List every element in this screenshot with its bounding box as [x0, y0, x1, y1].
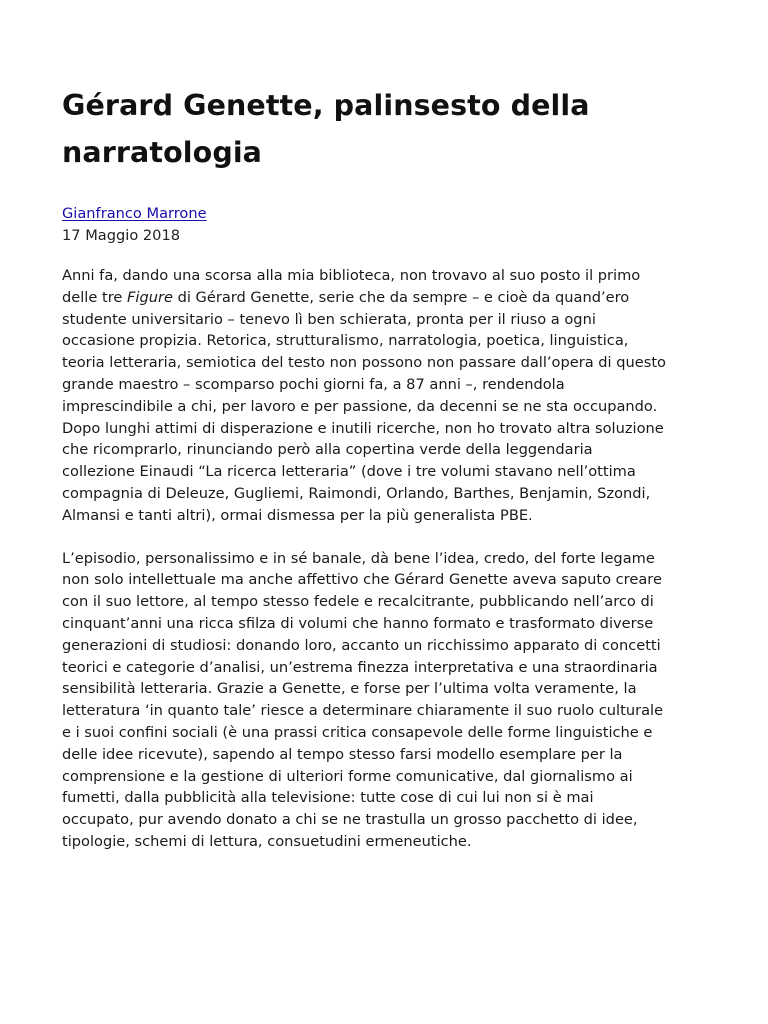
text-line: imprescindibile a chi, per lavoro e per passione, da decenni se ne sta occupando.: [62, 397, 658, 415]
text-line: cinquant’anni una ricca sfilza di volumi che hanno formato e trasformato diverse: [62, 614, 654, 632]
text-line: generazioni di studiosi: donando loro, accanto un ricchissimo apparato di concetti: [62, 636, 661, 654]
title-line: narratologia: [62, 136, 263, 169]
text-line: comprensione e la gestione di ulteriori forme comunicative, dal giornalismo ai: [62, 767, 633, 785]
paragraph-2: [62, 548, 728, 853]
text-line: teoria letteraria, semiotica del testo non possono non passare dall’opera di questo: [62, 354, 666, 372]
text-line: [62, 287, 728, 309]
text-line: compagnia di Deleuze, Gugliemi, Raimondi, Orlando, Barthes, Benjamin, Szondi,: [62, 484, 651, 502]
article-body: [62, 265, 728, 853]
text-line: studente universitario – tenevo lì ben schierata, pronta per il riuso a ogni: [62, 310, 596, 328]
title-line: Gérard Genette, palinsesto della: [62, 89, 590, 122]
publication-date: 17 Maggio 2018: [62, 227, 181, 244]
paragraph-1: [62, 265, 728, 527]
text-segment: di Gérard Genette, serie che da sempre – e cioè da quand’ero: [172, 288, 630, 306]
book-title-figure: Figure: [127, 288, 173, 306]
text-line: con il suo lettore, al tempo stesso fedele e recalcitrante, pubblicando nell’arco di: [62, 593, 654, 611]
text-line: collezione Einaudi “La ricerca letteraria” (dove i tre volumi stavano nell’ottima: [62, 463, 636, 481]
text-line: sensibilità letteraria. Grazie a Genette, e forse per l’ultima volta veramente, la: [62, 680, 637, 698]
text-line: teorici e categorie d’analisi, un’estrema finezza interpretativa e una straordinaria: [62, 658, 658, 676]
text-line: occasione propizia. Retorica, strutturalismo, narratologia, poetica, linguistica,: [62, 332, 629, 350]
author-link[interactable]: Gianfranco Marrone: [62, 205, 207, 222]
text-line: occupato, pur avendo donato a chi se ne trastulla un grosso pacchetto di idee,: [62, 811, 638, 829]
text-line: e i suoi confini sociali (è una prassi critica consapevole delle forme linguistiche e: [62, 723, 653, 741]
text-line: tipologie, schemi di lettura, consuetudini ermeneutiche.: [62, 832, 472, 850]
text-line: letteratura ‘in quanto tale’ riesce a determinare chiaramente il suo ruolo culturale: [62, 702, 664, 720]
text-line: L’episodio, personalissimo e in sé banale, dà bene l’idea, credo, del forte legame: [62, 549, 655, 567]
text-line: grande maestro – scomparso pochi giorni fa, a 87 anni –, rendendola: [62, 375, 565, 393]
article-title: [62, 82, 728, 176]
byline: [62, 203, 728, 247]
text-line: Anni fa, dando una scorsa alla mia biblioteca, non trovavo al suo posto il primo: [62, 267, 641, 284]
text-line: Almansi e tanti altri), ormai dismessa per la più generalista PBE.: [62, 506, 533, 524]
text-line: non solo intellettuale ma anche affettivo che Gérard Genette aveva saputo creare: [62, 571, 662, 589]
text-line: fumetti, dalla pubblicità alla televisione: tutte cose di cui lui non si è mai: [62, 789, 594, 807]
text-segment: delle tre: [62, 288, 127, 306]
text-line: che ricomprarlo, rinunciando però alla copertina verde della leggendaria: [62, 441, 593, 459]
text-line: Dopo lunghi attimi di disperazione e inutili ricerche, non ho trovato altra soluzione: [62, 419, 664, 437]
text-line: delle idee ricevute), sapendo al tempo stesso farsi modello esemplare per la: [62, 745, 623, 763]
